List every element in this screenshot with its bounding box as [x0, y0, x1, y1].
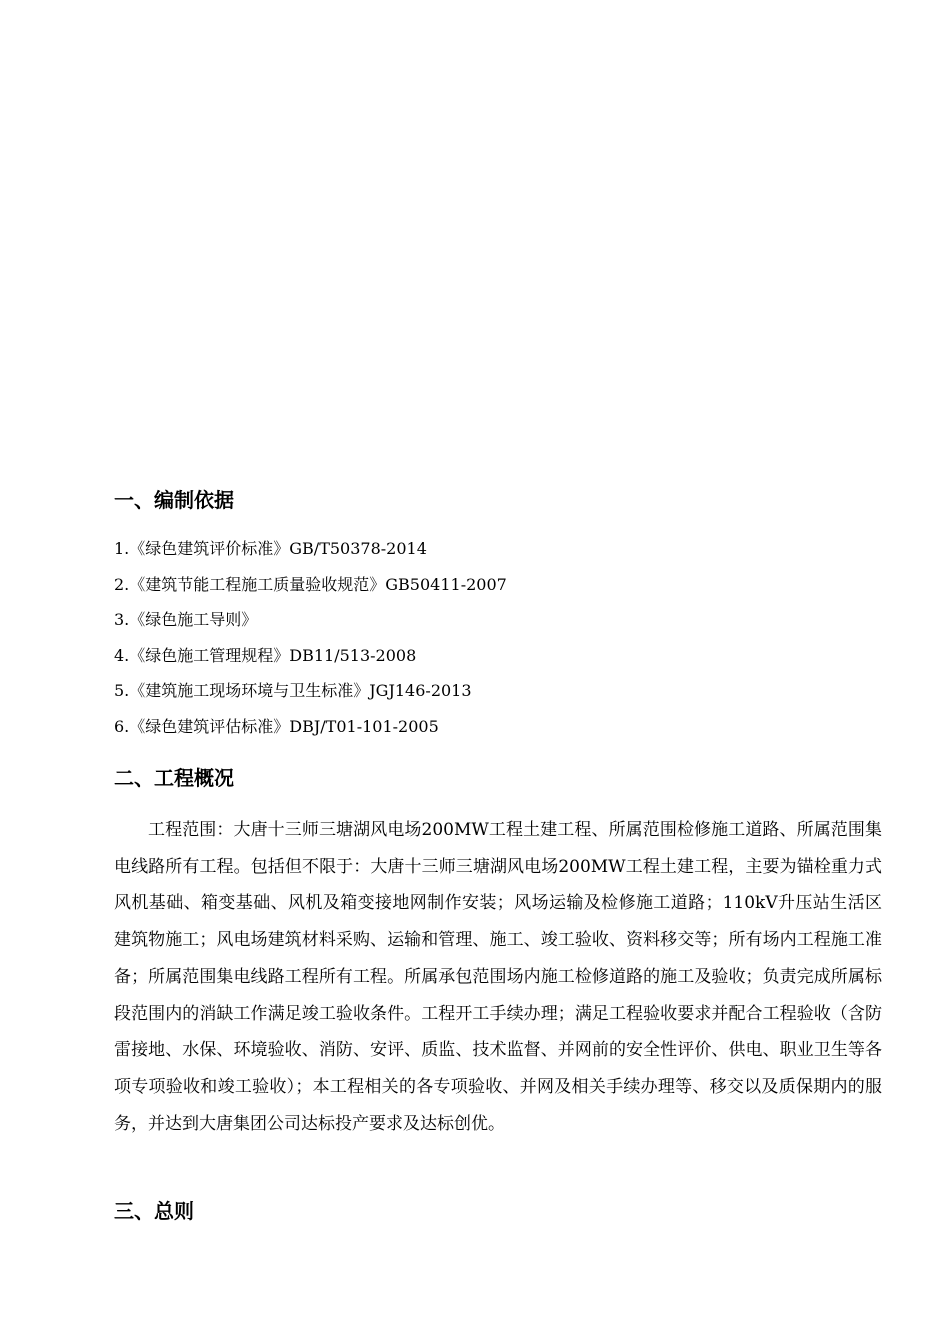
reference-list [114, 535, 854, 748]
reference-item: 5.《建筑施工现场环境与卫生标准》JGJ146-2013 [114, 681, 472, 700]
section-title-general: 三、总则 [114, 1199, 194, 1223]
section-title-basis: 一、编制依据 [114, 488, 234, 512]
reference-item: 2.《建筑节能工程施工质量验收规范》GB50411-2007 [114, 574, 507, 594]
reference-item: 1.《绿色建筑评价标准》GB/T50378-2014 [114, 539, 427, 558]
project-scope-paragraph: 工程范围：大唐十三师三塘湖风电场200MW工程土建工程、所属范围检修施工道路、所属范围集电线路所有工程。包括但不限于：大唐十三师三塘湖风电场200MW工程土建工程，主要为锚栓重力式风机基础、箱变基础、风机及箱变接地网制作安装；风场运输及检修施工道路；110kV升压站生活区建筑物施工；风电场建筑材料采购、运输和管理、施工、竣工验收、资料移交等；所有场内工程施工准备；所属范围集电线路工程所有工程。所属承包范围场内施工检修道路的施工及验收；负责完成所属标段范围内的消缺工作满足竣工验收条件。工程开工手续办理；满足工程验收要求并配合工程验收（含防雷接地、水保、环境验收、消防、安评、质监、技术监督、并网前的安全性评价、供电、职业卫生等各项专项验收和竣工验收）；本工程相关的各专项验收、并网及相关手续办理等、移交以及质保期内的服务，并达到大唐集团公司达标投产要求及达标创优。 [114, 820, 882, 1134]
reference-item: 3.《绿色施工导则》 [114, 610, 258, 629]
reference-item: 4.《绿色施工管理规程》DB11/513-2008 [114, 645, 417, 665]
section-title-overview: 二、工程概况 [114, 766, 234, 790]
reference-item: 6.《绿色建筑评估标准》DBJ/T01-101-2005 [114, 716, 439, 736]
